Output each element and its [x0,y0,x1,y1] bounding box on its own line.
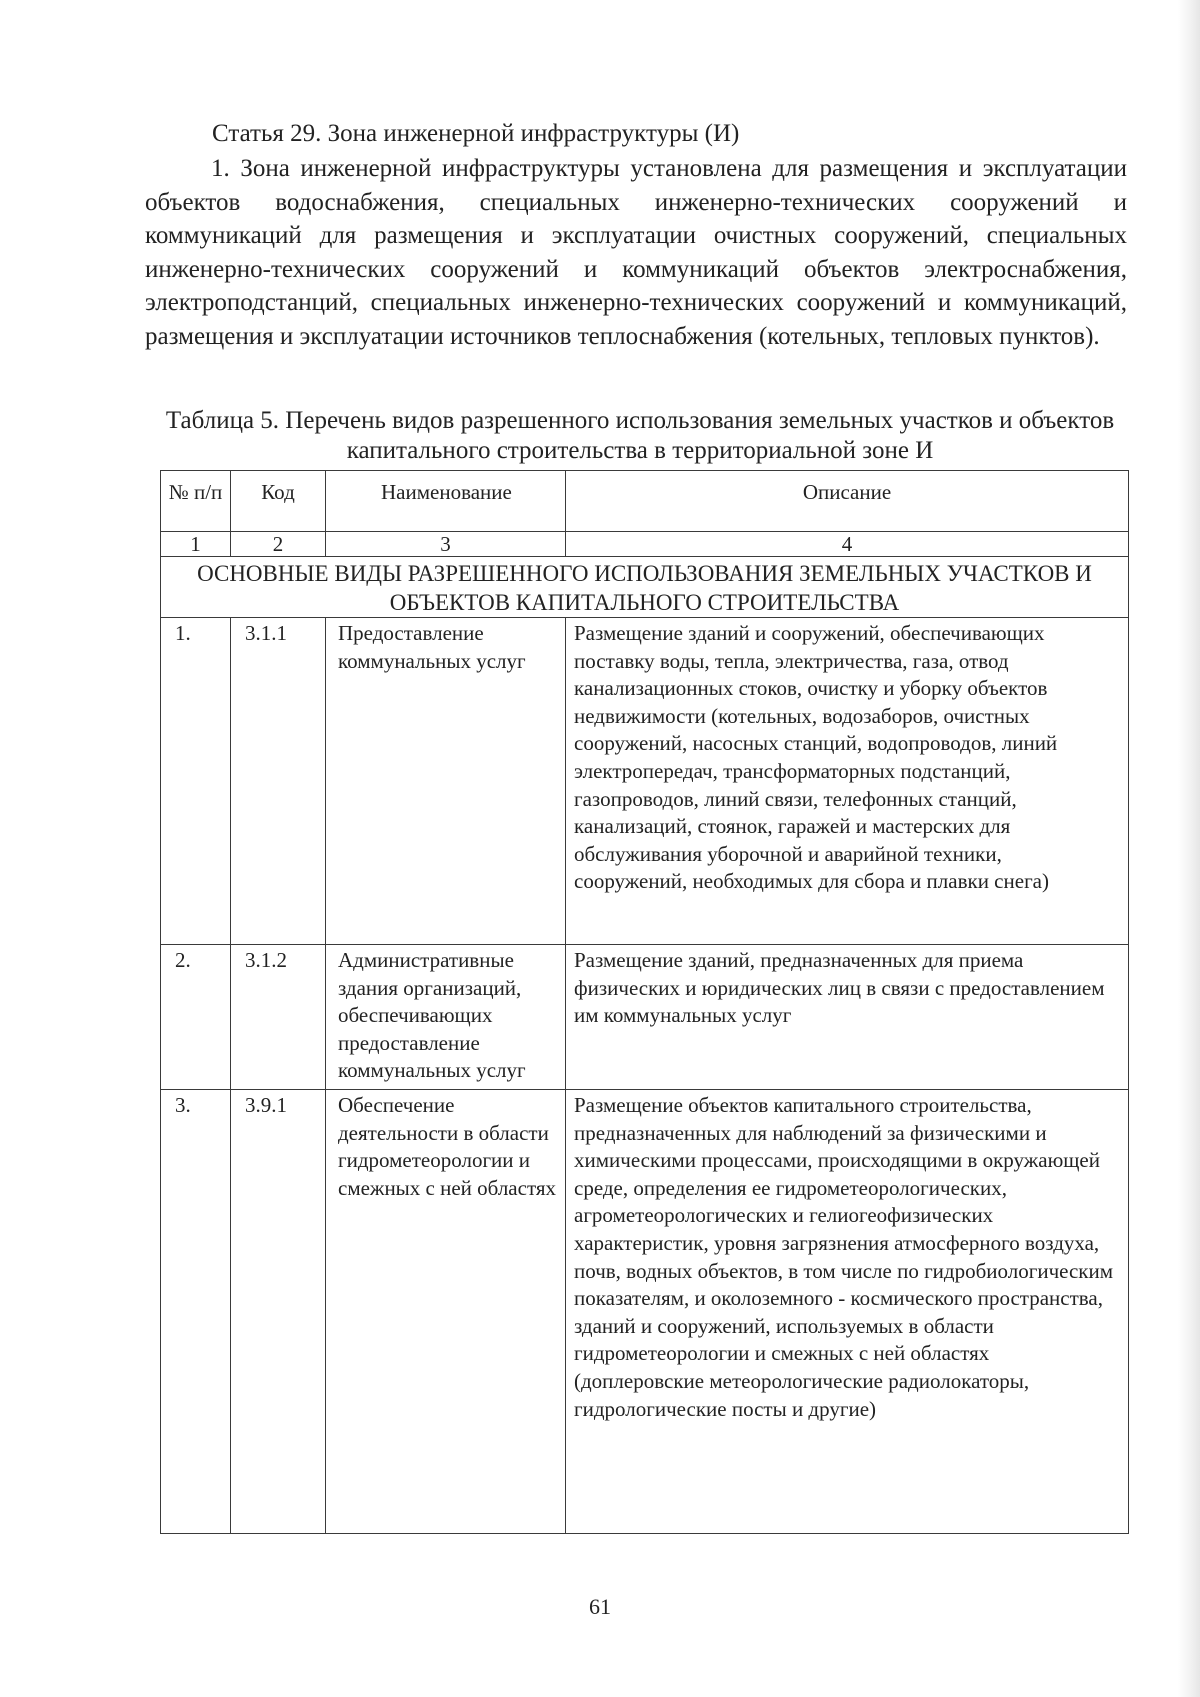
column-number: 4 [566,532,1129,557]
land-use-table [160,470,1129,1534]
row-code: 3.1.1 [231,618,326,945]
column-number: 3 [326,532,566,557]
table-caption: Таблица 5. Перечень видов разрешенного использования земельных участков и объектов капитального строительства в территориальной зоне И [165,407,1115,464]
row-code: 3.9.1 [231,1089,326,1533]
header-name: Наименование [326,471,566,532]
section-row [161,557,1129,618]
scan-edge-shadow [1178,0,1200,1697]
row-description: Размещение зданий, предназначенных для приема физических и юридических лиц в связи с предоставлением им коммунальных услуг [566,945,1129,1090]
column-number-row [161,532,1129,557]
row-name: Административные здания организаций, обеспечивающих предоставление коммунальных услуг [326,945,566,1090]
row-number: 2. [161,945,231,1090]
table-row [161,1089,1129,1533]
section-title: ОСНОВНЫЕ ВИДЫ РАЗРЕШЕННОГО ИСПОЛЬЗОВАНИЯ ЗЕМЕЛЬНЫХ УЧАСТКОВ И ОБЪЕКТОВ КАПИТАЛЬНОГО СТРОИТЕЛЬСТВА [161,557,1129,618]
header-code: Код [231,471,326,532]
header-description: Описание [566,471,1129,532]
table-row [161,618,1129,945]
table-row [161,945,1129,1090]
row-description: Размещение объектов капитального строительства, предназначенных для наблюдений за физическими и химическими процессами, происходящими в окружающей среде, определения ее гидрометеорологических, агрометеорологических и гелиогеофизических характеристик, уровня загрязнения атмосферного воздуха, почв, водных объектов, в том числе по гидробиологическим показателям, и околоземного - космического пространства, зданий и сооружений, используемых в области гидрометеорологии и смежных с ней областях (доплеровские метеорологические радиолокаторы, гидрологические посты и другие) [566,1089,1129,1533]
row-name: Обеспечение деятельности в области гидрометеорологии и смежных с ней областях [326,1089,566,1533]
row-code: 3.1.2 [231,945,326,1090]
article-paragraph: 1. Зона инженерной инфраструктуры установлена для размещения и эксплуатации объектов водоснабжения, специальных инженерно-технических сооружений и коммуникаций для размещения и эксплуатации очистных сооружений, специальных инженерно-технических сооружений и коммуникаций объектов электроснабжения, электроподстанций, специальных инженерно-технических сооружений и коммуникаций, размещения и эксплуатации источников теплоснабжения (котельных, тепловых пунктов). [145,155,1127,350]
table-header-row [161,471,1129,532]
article-title: Статья 29. Зона инженерной инфраструктуры (И) [212,120,740,147]
column-number: 2 [231,532,326,557]
row-number: 3. [161,1089,231,1533]
row-description: Размещение зданий и сооружений, обеспечивающих поставку воды, тепла, электричества, газа, отвод канализационных стоков, очистку и уборку объектов недвижимости (котельных, водозаборов, очистных сооружений, насосных станций, водопроводов, линий электропередач, трансформаторных подстанций, газопроводов, линий связи, телефонных станций, канализаций, стоянок, гаражей и мастерских для обслуживания уборочной и аварийной техники, сооружений, необходимых для сбора и плавки снега) [566,618,1129,945]
row-number: 1. [161,618,231,945]
header-number: № п/п [161,471,231,532]
page-number: 61 [589,1594,611,1619]
column-number: 1 [161,532,231,557]
row-name: Предоставление коммунальных услуг [326,618,566,945]
